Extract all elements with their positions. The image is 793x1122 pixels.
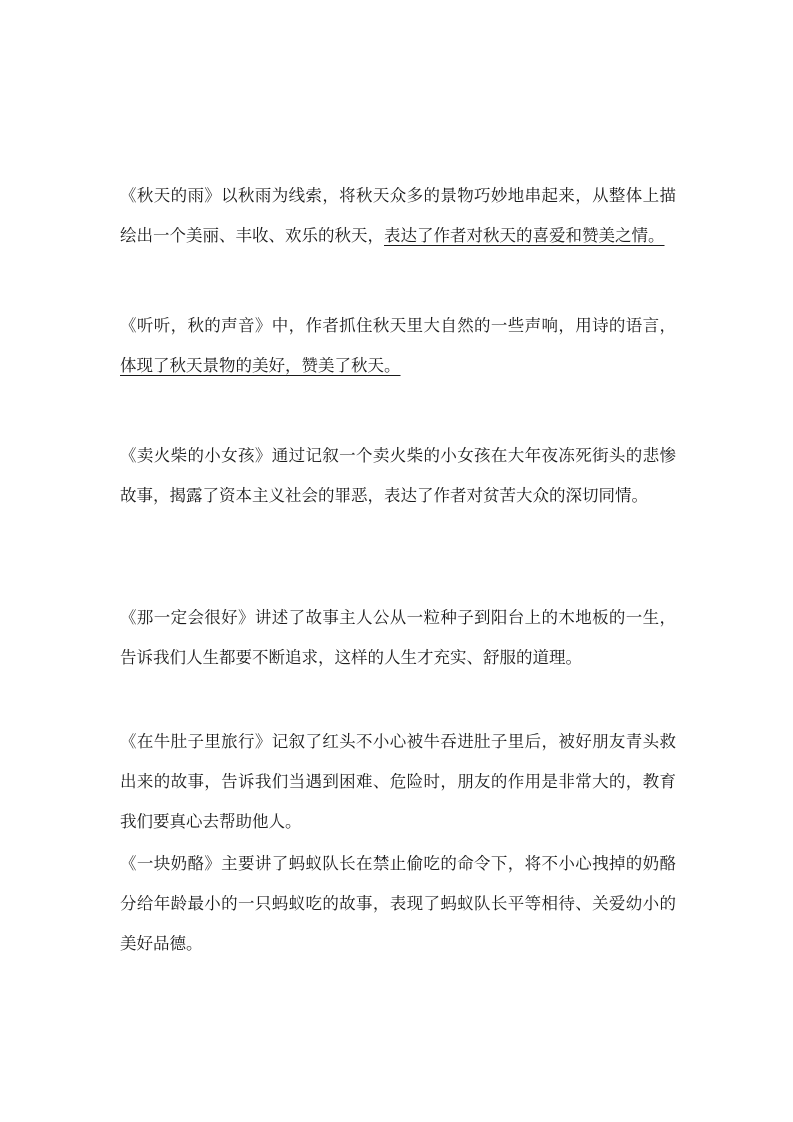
paragraph-cow-stomach <box>120 722 676 842</box>
paragraph-listen-autumn <box>120 306 676 386</box>
paragraph-text: 《那一定会很好》讲述了故事主人公从一粒种子到阳台上的木地板的一生，告诉我们人生都要不断追求，这样的人生才充实、舒服的道理。 <box>120 608 676 667</box>
paragraph-text: 《一块奶酪》主要讲了蚂蚁队长在禁止偷吃的命令下，将不小心拽掉的奶酪分给年龄最小的一只蚂蚁吃的故事，表现了蚂蚁队长平等相待、关爱幼小的美好品德。 <box>120 854 676 953</box>
underlined-text: 表达了作者对秋天的喜爱和赞美之情。 <box>384 226 665 245</box>
paragraph-autumn-rain <box>120 176 676 256</box>
paragraph-text: 《卖火柴的小女孩》通过记叙一个卖火柴的小女孩在大年夜冻死街头的悲惨故事，揭露了资本主义社会的罪恶，表达了作者对贫苦大众的深切同情。 <box>120 446 676 505</box>
paragraph-text: 《在牛肚子里旅行》记叙了红头不小心被牛吞进肚子里后，被好朋友青头救出来的故事，告诉我们当遇到困难、危险时，朋友的作用是非常大的，教育我们要真心去帮助他人。 <box>120 732 676 831</box>
paragraph-match-girl <box>120 436 676 516</box>
paragraph-piece-of-cheese <box>120 844 676 964</box>
paragraph-text: 《听听，秋的声音》中，作者抓住秋天里大自然的一些声响，用诗的语言， <box>120 316 676 335</box>
paragraph-that-would-be-good <box>120 598 676 678</box>
paragraph-text: 《秋天的雨》以秋雨为线索，将秋天众多的景物巧妙地串起来，从整体上描绘出一个美丽、丰收、欢乐的秋天， <box>120 186 676 245</box>
underlined-text: 体现了秋天景物的美好，赞美了秋天。 <box>120 356 401 375</box>
